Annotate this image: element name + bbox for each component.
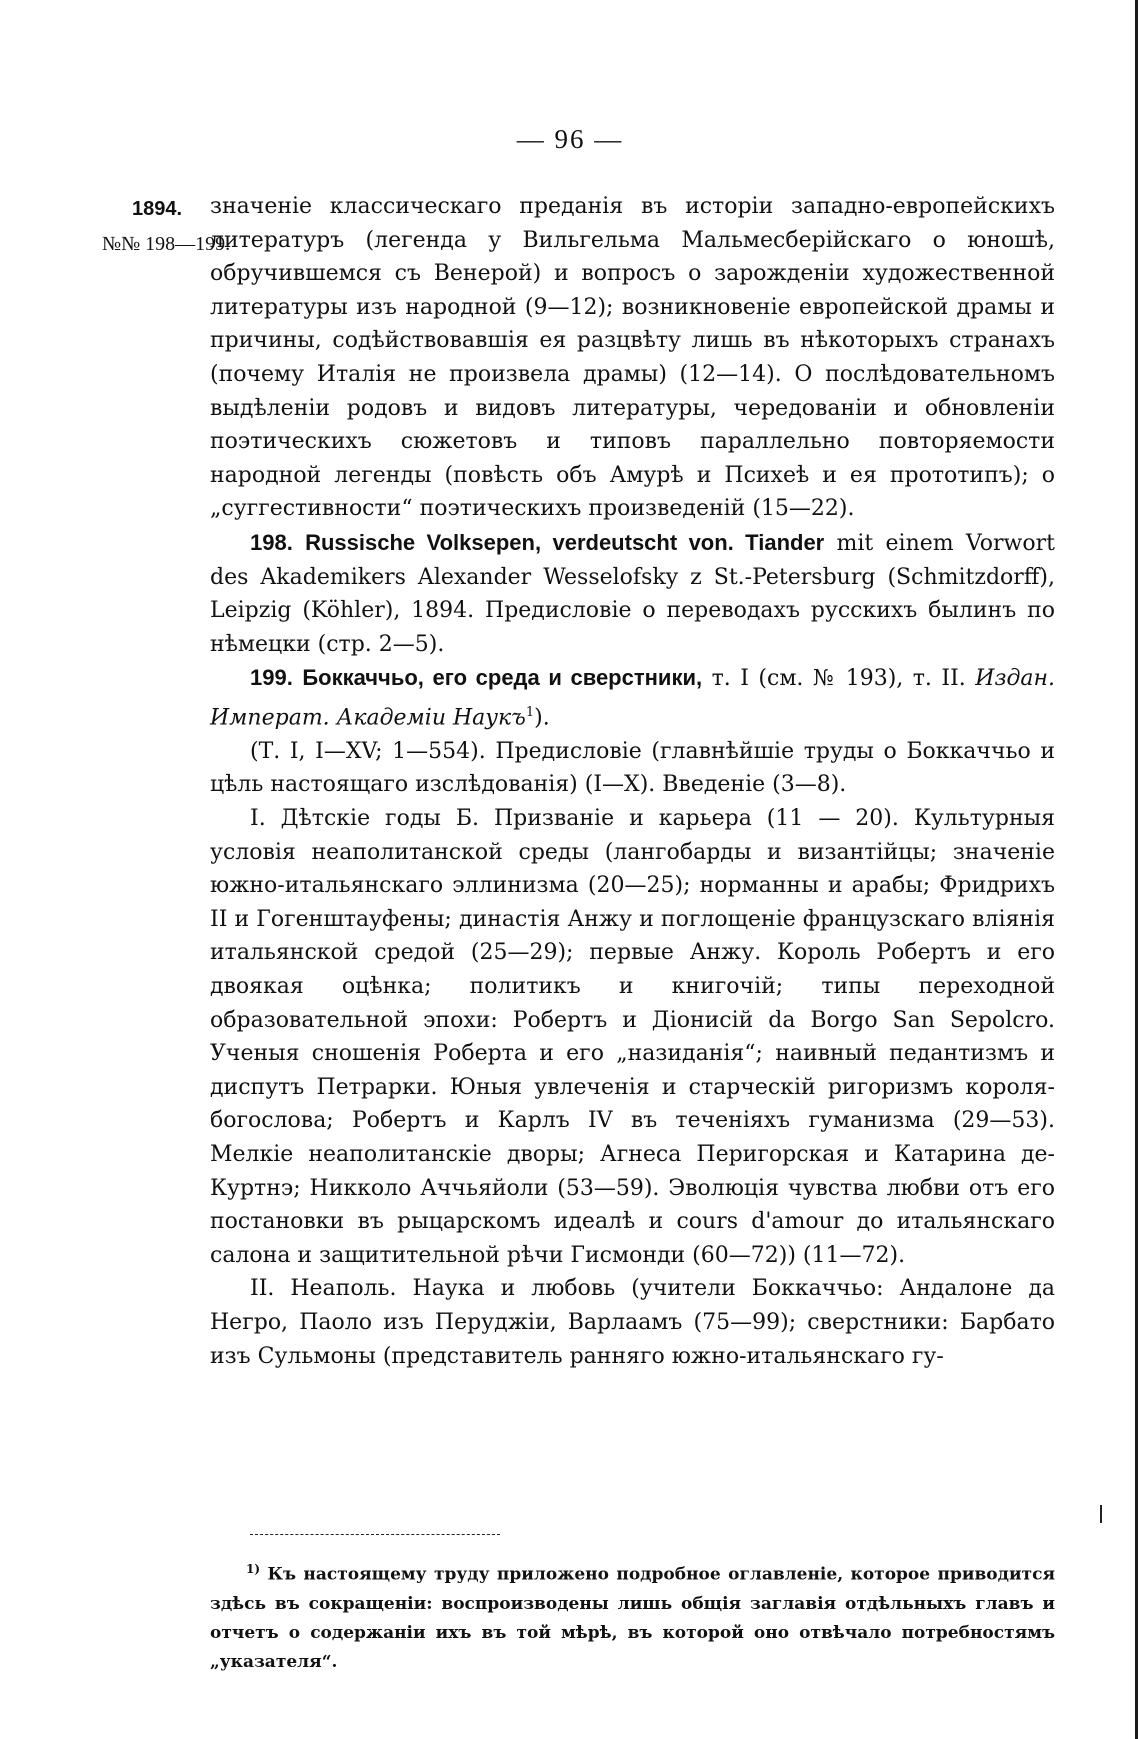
page-edge-line <box>1135 0 1138 1739</box>
footnote <box>210 1555 1055 1677</box>
entry-199-publisher-end: ). <box>534 705 550 731</box>
chapter-2-summary: II. Неаполь. Наука и любовь (учители Боккаччьо: Андалоне да Негро, Паоло изъ Перуджіи, Варлаамъ (75—99); сверстники: Барбато изъ Сульмоны (представитель ранняго южно-итальянскаго гу- <box>210 1276 1055 1369</box>
margin-year: 1894. <box>132 198 183 220</box>
entry-199-volumes: т. I (см. № 193), т. II. <box>711 666 966 692</box>
footnote-reference: 1 <box>525 704 535 720</box>
entry-198-text: mit einem Vorwort des Akademikers Alexander Wesselofsky z St.-Petersburg (Schmitzdorff), Leipzig (Köhler), 1894. Предисловіе о переводахъ русскихъ былинъ по нѣмецки (стр. 2—5). <box>210 530 1055 657</box>
entry-199-contents: (Т. I, I—XV; 1—554). Предисловіе (главнѣйшіе труды о Боккаччьо и цѣль настоящаго изслѣдованія) (I—X). Введеніе (3—8). <box>210 738 1055 798</box>
footnote-divider <box>250 1534 500 1535</box>
entry-199 <box>210 661 1055 735</box>
entry-199-title: Боккаччьо, его среда и сверстники, <box>302 665 703 691</box>
entry-198-number: 198. <box>250 529 293 555</box>
entry-199-publisher: Издан. Императ. Академіи Наукъ <box>210 666 1055 731</box>
main-text <box>210 190 1055 1373</box>
edge-tick-mark <box>1100 1505 1102 1523</box>
intro-paragraph: значеніе классическаго преданія въ исторіи западно-европейскихъ литературъ (легенда у Вильгельма Мальмесберійскаго о юношѣ, обручившемся съ Венерой) и вопросъ о зарожденіи художественной литературы изъ народной (9—12); возникновеніе европейской драмы и причины, содѣйствовавшія ея разцвѣту лишь въ нѣкоторыхъ странахъ (почему Италія не произвела драмы) (12—14). О послѣдовательномъ выдѣленіи родовъ и видовъ литературы, чередованіи и обновленіи поэтическихъ сюжетовъ и типовъ параллельно повторяемости народной легенды (повѣсть объ Амурѣ и Психеѣ и ея прототипъ); о „суггестивности“ поэтическихъ произведеній (15—22). <box>210 194 1055 522</box>
entry-198-title: Russische Volksepen, verdeutscht von. Tiander <box>305 529 825 555</box>
margin-entry-range: №№ 198—199. <box>102 233 231 255</box>
footnote-text: Къ настоящему труду приложено подробное оглавленіе, которое приводится здѣсь въ сокращеніи: воспроизводены лишь общія заглавія отдѣльныхъ главъ и отчетъ о содержаніи ихъ въ той мѣрѣ, въ которой оно отвѣчало потребностямъ „указателя“. <box>210 1564 1055 1672</box>
page-number: — 96 — <box>516 124 624 154</box>
entry-198 <box>210 526 1055 661</box>
footnote-mark: 1) <box>246 1562 261 1576</box>
chapter-1-summary: I. Дѣтскіе годы Б. Призваніе и карьера (11 — 20). Культурныя условія неаполитанской среды (лангобарды и византійцы; значеніе южно-итальянскаго эллинизма (20—25); норманны и арабы; Фридрихъ II и Гогенштауфены; династія Анжу и поглощеніе французскаго вліянія итальянской средой (25—29); первые Анжу. Король Робертъ и его двоякая оцѣнка; политикъ и книгочій; типы переходной образовательной эпохи: Робертъ и Діонисій da Borgo San Sepolcro. Ученыя сношенія Роберта и его „назиданія“; наивный педантизмъ и диспутъ Петрарки. Юныя увлеченія и старческій ригоризмъ короля-богослова; Робертъ и Карлъ IV въ теченіяхъ гуманизма (29—53). Мелкіе неаполитанскіе дворы; Агнеса Перигорская и Катарина де-Куртнэ; Никколо Аччьяйоли (53—59). Эволюція чувства любви отъ его постановки въ рыцарскомъ идеалѣ и cours d'amour до итальянскаго салона и защитительной рѣчи Гисмонди (60—72)) (11—72). <box>210 806 1055 1268</box>
entry-199-number: 199. <box>250 665 293 691</box>
